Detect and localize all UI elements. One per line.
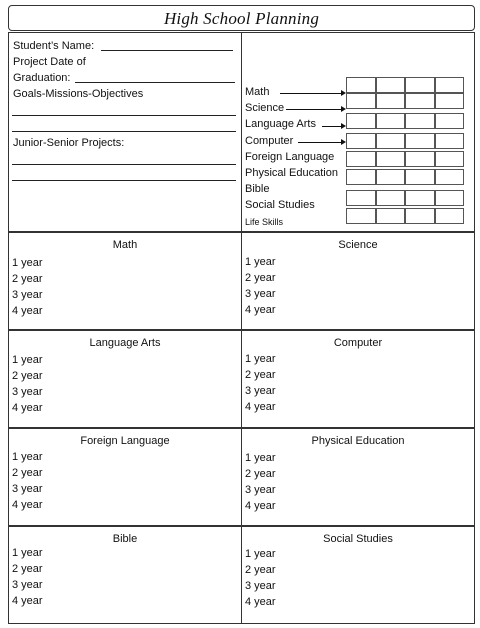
subject-list-item: Physical Education xyxy=(245,167,338,179)
student-name-label: Student’s Name: xyxy=(13,40,95,52)
year-label: 4 year xyxy=(245,500,276,512)
subject-box-science xyxy=(241,232,475,330)
year-label: 1 year xyxy=(245,353,276,365)
subject-list-item: Foreign Language xyxy=(245,151,335,163)
year-label: 3 year xyxy=(245,580,276,592)
year-label: 1 year xyxy=(12,547,43,559)
year-label: 4 year xyxy=(245,304,276,316)
grid-cell[interactable] xyxy=(346,93,376,109)
grid-cell[interactable] xyxy=(405,169,435,185)
subject-list-item: Math xyxy=(245,86,270,98)
grid-row xyxy=(346,77,464,93)
grid-row xyxy=(346,208,464,224)
year-label: 4 year xyxy=(12,595,43,607)
year-label: 4 year xyxy=(12,499,43,511)
year-label: 3 year xyxy=(12,386,43,398)
year-label: 4 year xyxy=(245,401,276,413)
year-label: 4 year xyxy=(12,402,43,414)
grid-cell[interactable] xyxy=(435,77,465,93)
year-label: 1 year xyxy=(12,257,43,269)
year-label: 3 year xyxy=(12,289,43,301)
grid-cell[interactable] xyxy=(346,190,376,206)
arrow-line xyxy=(286,109,342,110)
grid-row xyxy=(346,93,464,109)
subject-box-heading: Bible xyxy=(112,533,138,545)
subject-box-heading: Foreign Language xyxy=(80,435,170,447)
grid-row xyxy=(346,169,464,185)
subject-box-social-studies xyxy=(241,526,475,624)
year-label: 2 year xyxy=(245,369,276,381)
year-label: 2 year xyxy=(12,273,43,285)
grid-cell[interactable] xyxy=(435,133,465,149)
grid-cell[interactable] xyxy=(405,93,435,109)
grid-cell[interactable] xyxy=(435,93,465,109)
subject-box-math xyxy=(8,232,242,330)
goals-field-line2[interactable] xyxy=(12,131,236,132)
year-label: 2 year xyxy=(12,563,43,575)
grid-cell[interactable] xyxy=(435,190,465,206)
subject-list-item: Bible xyxy=(245,183,270,195)
grid-cell[interactable] xyxy=(346,77,376,93)
grid-cell[interactable] xyxy=(346,133,376,149)
year-label: 2 year xyxy=(12,467,43,479)
year-label: 3 year xyxy=(12,579,43,591)
subject-box-heading: Science xyxy=(338,239,378,251)
subject-box-heading: Physical Education xyxy=(311,435,405,447)
subject-list-item: Computer xyxy=(245,135,294,147)
grid-cell[interactable] xyxy=(435,151,465,167)
year-label: 2 year xyxy=(245,468,276,480)
subject-list-item: Life Skills xyxy=(245,217,284,227)
arrow-line xyxy=(322,126,342,127)
grid-cell[interactable] xyxy=(435,169,465,185)
grid-cell[interactable] xyxy=(405,113,435,129)
year-label: 1 year xyxy=(245,548,276,560)
year-label: 4 year xyxy=(12,305,43,317)
subject-list-item: Science xyxy=(245,102,285,114)
subject-box-heading: Computer xyxy=(333,337,383,349)
grid-cell[interactable] xyxy=(346,151,376,167)
year-label: 3 year xyxy=(245,484,276,496)
grid-cell[interactable] xyxy=(376,133,406,149)
subject-box-heading: Language Arts xyxy=(89,337,161,349)
grid-cell[interactable] xyxy=(405,77,435,93)
grid-cell[interactable] xyxy=(376,93,406,109)
grid-cell[interactable] xyxy=(435,208,465,224)
grid-cell[interactable] xyxy=(346,208,376,224)
subject-list-item: Language Arts xyxy=(245,118,316,130)
subject-box-heading: Math xyxy=(112,239,138,251)
projects-label: Junior-Senior Projects: xyxy=(13,137,125,149)
year-label: 2 year xyxy=(245,564,276,576)
title-box xyxy=(8,5,475,31)
grid-row xyxy=(346,113,464,129)
arrow-line xyxy=(298,142,342,143)
grid-cell[interactable] xyxy=(405,208,435,224)
grid-cell[interactable] xyxy=(376,169,406,185)
grid-row xyxy=(346,190,464,206)
grid-cell[interactable] xyxy=(435,113,465,129)
grid-cell[interactable] xyxy=(405,190,435,206)
page-title: High School Planning xyxy=(163,9,320,28)
graduation-label-line2: Graduation: xyxy=(13,72,71,84)
grid-cell[interactable] xyxy=(376,190,406,206)
grid-cell[interactable] xyxy=(405,133,435,149)
grid-cell[interactable] xyxy=(405,151,435,167)
goals-field-line1[interactable] xyxy=(12,115,236,116)
grid-row xyxy=(346,151,464,167)
goals-label: Goals-Missions-Objectives xyxy=(13,88,144,100)
grid-cell[interactable] xyxy=(346,169,376,185)
year-label: 3 year xyxy=(245,385,276,397)
year-label: 2 year xyxy=(12,370,43,382)
year-label: 1 year xyxy=(12,354,43,366)
arrow-line xyxy=(280,93,342,94)
projects-field-line2[interactable] xyxy=(12,180,236,181)
grid-cell[interactable] xyxy=(376,77,406,93)
year-label: 4 year xyxy=(245,596,276,608)
year-label: 1 year xyxy=(12,451,43,463)
subject-box-foreign-language xyxy=(8,428,242,526)
year-label: 3 year xyxy=(245,288,276,300)
student-info-panel xyxy=(8,32,242,232)
grid-cell[interactable] xyxy=(376,113,406,129)
grid-cell[interactable] xyxy=(346,113,376,129)
subject-box-physical-education xyxy=(241,428,475,526)
subject-list-item: Social Studies xyxy=(245,199,315,211)
student-name-field[interactable] xyxy=(101,50,233,51)
subject-box-heading: Social Studies xyxy=(323,533,393,545)
year-label: 2 year xyxy=(245,272,276,284)
subject-box-computer xyxy=(241,330,475,428)
projects-field-line1[interactable] xyxy=(12,164,236,165)
subject-box-language-arts xyxy=(8,330,242,428)
year-label: 1 year xyxy=(245,452,276,464)
graduation-date-field[interactable] xyxy=(75,82,235,83)
year-label: 1 year xyxy=(245,256,276,268)
subject-box-bible xyxy=(8,526,242,624)
grid-cell[interactable] xyxy=(376,208,406,224)
year-label: 3 year xyxy=(12,483,43,495)
grid-cell[interactable] xyxy=(376,151,406,167)
graduation-label-line1: Project Date of xyxy=(13,56,86,68)
grid-row xyxy=(346,133,464,149)
